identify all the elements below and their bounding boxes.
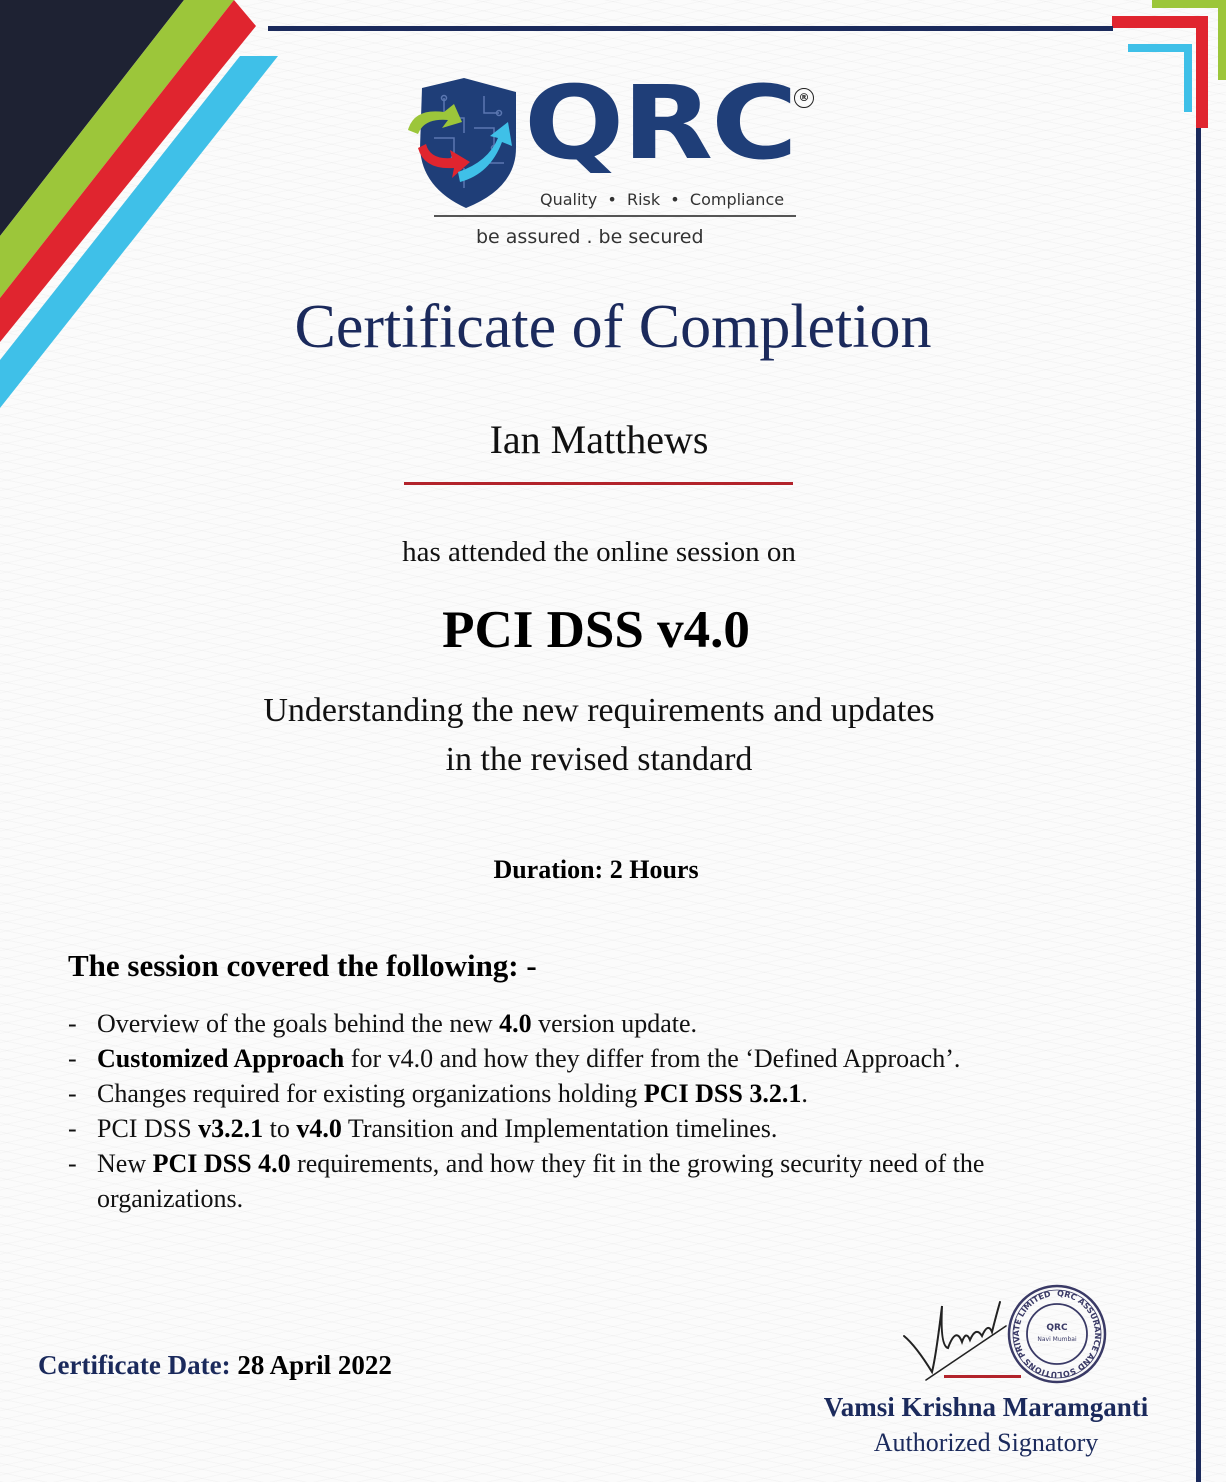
course-subtitle-line-1: Understanding the new requirements and updates bbox=[263, 692, 935, 729]
topic-text: version update. bbox=[531, 1009, 698, 1038]
certificate-date bbox=[38, 1350, 392, 1381]
topic-text: PCI DSS bbox=[97, 1114, 199, 1143]
bullet-dash: - bbox=[68, 1149, 77, 1178]
topic-bold-text: v3.2.1 bbox=[198, 1114, 264, 1143]
recipient-name: Ian Matthews bbox=[489, 417, 709, 462]
svg-text:QRC ASSURANCE AND SOLUTIONS PR: QRC ASSURANCE AND SOLUTIONS PRIVATE LIMITED bbox=[1011, 1288, 1103, 1380]
logo-slogan: be assured . be secured bbox=[476, 226, 704, 248]
svg-text:QRC: QRC bbox=[1046, 1323, 1068, 1333]
shield-logo-icon bbox=[404, 78, 524, 208]
session-topics-list bbox=[68, 1006, 1108, 1216]
course-subtitle-line-2: in the revised standard bbox=[445, 741, 753, 778]
topic-text: Transition and Implementation timelines. bbox=[341, 1114, 778, 1143]
session-topic-item bbox=[68, 1076, 1108, 1111]
company-seal-image bbox=[1006, 1283, 1108, 1385]
bullet-dash: - bbox=[68, 1009, 77, 1038]
session-heading: The session covered the following: - bbox=[68, 948, 537, 983]
course-subtitle bbox=[0, 686, 1198, 784]
topic-bold-text: 4.0 bbox=[499, 1009, 532, 1038]
recipient-underline bbox=[404, 482, 793, 485]
bullet-dash: - bbox=[68, 1044, 77, 1073]
logo-divider bbox=[434, 215, 796, 217]
session-topic-item bbox=[68, 1146, 1108, 1216]
certificate-date-label: Certificate Date: bbox=[38, 1350, 231, 1380]
bullet-dash: - bbox=[68, 1114, 77, 1143]
topic-text: to bbox=[263, 1114, 297, 1143]
topic-text: for v4.0 and how they differ from the ‘Defined Approach’. bbox=[344, 1044, 961, 1073]
attended-text: has attended the online session on bbox=[402, 536, 796, 568]
registered-mark: ® bbox=[794, 88, 814, 108]
topic-bold-text: v4.0 bbox=[296, 1114, 342, 1143]
certificate-date-value: 28 April 2022 bbox=[237, 1350, 392, 1380]
topic-text: requirements, and how they fit in the growing security need of the organizations. bbox=[97, 1149, 985, 1213]
logo-wordmark: QRC bbox=[524, 63, 796, 183]
topic-bold-text: PCI DSS 3.2.1 bbox=[643, 1079, 802, 1108]
topic-text: Overview of the goals behind the new bbox=[97, 1009, 500, 1038]
session-topic-item bbox=[68, 1041, 1108, 1076]
bullet-dash: - bbox=[68, 1079, 77, 1108]
topic-bold-text: Customized Approach bbox=[97, 1044, 345, 1073]
session-topic-item bbox=[68, 1111, 1108, 1146]
topic-text: Changes required for existing organizations holding bbox=[97, 1079, 644, 1108]
corner-brackets-decoration bbox=[1100, 0, 1226, 140]
certificate-title: Certificate of Completion bbox=[294, 293, 932, 361]
session-topic-item bbox=[68, 1006, 1108, 1041]
course-duration: Duration: 2 Hours bbox=[493, 855, 699, 884]
signatory-title: Authorized Signatory bbox=[873, 1428, 1099, 1457]
logo-tagline: Quality • Risk • Compliance bbox=[540, 190, 785, 209]
frame-top-border bbox=[268, 26, 1113, 31]
topic-bold-text: PCI DSS 4.0 bbox=[152, 1149, 291, 1178]
svg-text:Navi Mumbai: Navi Mumbai bbox=[1037, 1336, 1077, 1343]
signature-image bbox=[896, 1286, 1016, 1386]
topic-text: . bbox=[801, 1079, 808, 1108]
course-title: PCI DSS v4.0 bbox=[442, 601, 750, 659]
topic-text: New bbox=[97, 1149, 153, 1178]
signatory-name: Vamsi Krishna Maramganti bbox=[823, 1392, 1149, 1422]
